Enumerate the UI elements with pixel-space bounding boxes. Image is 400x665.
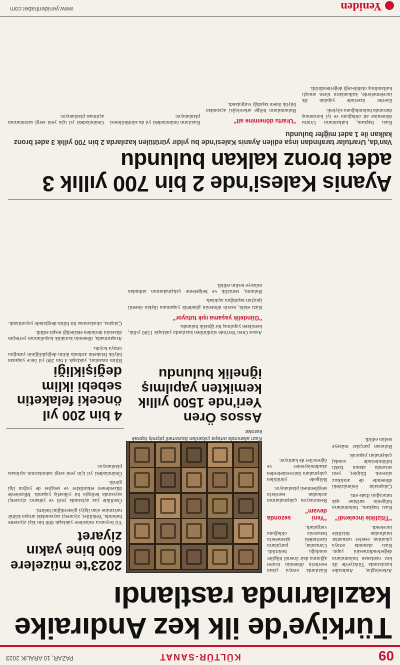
bottom-story-column-3 — [110, 21, 200, 125]
photo-caption: Kazı alanında ortaya çıkarılan bezemeli pişmiş toprak karolar. — [131, 428, 262, 441]
photo-tile — [233, 468, 259, 494]
photo-tile — [155, 442, 181, 468]
article-paragraph: Arkeologlar, Andıraike kazılarında Türkiye'de ilk kez rastlanan buluntuların değerlendirmesini yaptı. Kazı alanında ortaya çıkarılan eserler uzmanlar tarafından titizlikle incelendi. — [332, 523, 392, 573]
section-title: KÜLTÜR-SANAT — [159, 652, 241, 662]
side-story-3-headline: Assos Ören Yeri'nde 1500 yıllık kemikten yapılmış iğnelik bulundu — [138, 366, 262, 426]
logo-mark-icon — [385, 1, 394, 10]
article-paragraph: Assos Ören Yeri'nde sürdürülen kazılarda yaklaşık 1500 yıllık, kemikten yapılmış bir iğnelik bulundu. — [128, 322, 262, 335]
photo-tile — [181, 519, 207, 545]
photo-tile — [233, 493, 259, 519]
photo-tile — [207, 519, 233, 545]
photo-tile — [207, 468, 233, 494]
bottom-story-column-1 — [302, 21, 392, 125]
article-paragraph: Kazı başkanı, kalkanların Urartu dönemine ait olduğunu ve iyi korunmuş durumda bulunduğunu söyledi. — [302, 106, 392, 125]
bottom-story-column-2 — [206, 21, 296, 125]
logo-text: Yeniden — [340, 0, 382, 14]
photo-tile — [155, 468, 181, 494]
side-story-2-body — [8, 203, 122, 363]
article-subhead: "Yeni sezonda devam" — [267, 507, 327, 521]
divider — [8, 199, 392, 200]
article-paragraph: Kazıların önümüzdeki yıl da sürdürülmesi planlanıyor. — [110, 112, 200, 125]
photo-tile — [129, 493, 155, 519]
bottom-story-headline: Ayanis Kalesi'nde 2 bin 700 yıllık 3 adet bronz kalkan bulundu — [42, 148, 392, 196]
photo-tile — [207, 442, 233, 468]
excavation-photo — [126, 441, 262, 573]
article-paragraph: Kazı başkanı, buluntuların bölgenin tarihine ışık tutacağını ifade etti. — [332, 491, 392, 511]
photo-tile — [207, 493, 233, 519]
bottom-story-deck: Van'da, Urartular tarafından inşa edilen Ayanis Kalesi'nde bu yıldır yürütülen kazılarda 2 bin 700 yıllık 3 adet bronz kalkan ile 1 adet miğfer bulundu — [13, 130, 392, 145]
article-paragraph: Yıl boyunca müzelere yaklaşık 600 bin kişi ziyarette bulundu. Yetkililer, ziyaretçi sayısındaki artışın kültür turizmine olan ilgiyi gösterdiğini belirtti. — [8, 506, 122, 525]
divider — [6, 428, 124, 429]
photo-tile — [233, 544, 259, 570]
article-subhead: "Gündelik yaşama ışık tutuyor" — [172, 313, 262, 320]
side-story-3-body — [128, 203, 262, 335]
article-paragraph: Çalışma, uluslararası bir bilim dergisinde yayımlandı. — [8, 319, 122, 326]
article-paragraph: Kazılarda ortaya çıkan eserlerin dönemin ticaret ağlarına dair önemli bilgiler sunduğu belirtildi. Uzmanlar, parçaların üzerindeki işlemelerin benzersiz olduğunu vurguladı. — [267, 523, 327, 573]
article-paragraph: Kazı ekibi, eserin dönemin gündelik yaşamına ilişkin önemli ipuçları taşıdığını açıkladı. — [128, 297, 262, 310]
photo-tile — [181, 442, 207, 468]
issue-date: PAZAR, 10 ARALIK 2023 — [6, 654, 74, 660]
photo-tile — [181, 493, 207, 519]
article-paragraph: Önümüzdeki yıl için yeni sergi salonlarının açılması planlanıyor. — [8, 112, 104, 125]
article-subhead: "Titizlikle incelendi" — [335, 514, 392, 521]
side-story-1-headline: 2023'te müzelere 600 bine yakın ziyaret — [10, 529, 122, 574]
bottom-story-column-4 — [8, 21, 104, 125]
photo-tile — [181, 468, 207, 494]
article-paragraph: Restorasyon çalışmalarının ardından eserlerin sergilenmesi planlanıyor. — [267, 484, 327, 504]
side-story-1-body — [8, 433, 122, 525]
article-paragraph: Çalışmalar önümüzdeki dönemde de aralıksız sürecek. Ekipler, yeni sezonda alanın farklı bölümlerinde sondaj çalışmaları yapacak. — [332, 451, 392, 489]
page-number: 09 — [378, 648, 394, 664]
page-footer — [0, 0, 400, 17]
photo-tile — [155, 493, 181, 519]
article-paragraph: Bulunan parçalar müzeye teslim edildi. — [332, 436, 392, 449]
article-paragraph: Bilim insanları, yaklaşık 4 bin 200 yıl önce yaşanan büyük felaketin ardında iklim değişikliğinin yattığını ortaya koydu. — [8, 344, 122, 363]
main-story-column-2 — [267, 273, 327, 573]
article-paragraph: Özellikle yaz aylarında yerli ve yabancı ziyaretçi sayısında belirgin bir yükseliş yaşandı. Müzelerde düzenlenen etkinlikler ve sergiler de yoğun ilgi gördü. — [8, 478, 122, 504]
article-paragraph: Önümüzdeki yıl için yeni sergi salonlarının açılması planlanıyor. — [8, 463, 122, 476]
page-header — [0, 645, 400, 665]
main-headline: Türkiye'de ilk kez Andıraike kazılarında rastlandı — [14, 580, 392, 644]
photo-tile — [155, 519, 181, 545]
article-paragraph: Buluntu, temizlik ve belgeleme çalışmalarının ardından müzeye teslim edildi. — [128, 281, 262, 295]
photo-tile — [181, 544, 207, 570]
side-story-2-headline: 4 bin 200 yıl önceki felaketin sebebi iklim değişikliği — [16, 364, 122, 424]
photo-tile — [207, 544, 233, 570]
article-subhead: "Urartu dönemine ait" — [233, 117, 296, 123]
footer-text: www.yenidenhaber.com — [10, 5, 74, 11]
article-paragraph: Araştırmada, dönemin kuraklık koşullarının yerleşim düzenini derinden etkilediği tespit edildi. — [8, 329, 122, 342]
main-story-column-1 — [332, 273, 392, 573]
photo-tile — [129, 544, 155, 570]
photo-tile — [129, 519, 155, 545]
article-paragraph: Buluntuların bölge arkeolojisi açısından büyük önem taşıdığı vurgulandı. — [206, 100, 296, 113]
photo-tile — [233, 442, 259, 468]
photo-tile — [155, 544, 181, 570]
newspaper-logo — [341, 0, 394, 14]
photo-tile — [129, 442, 155, 468]
photo-tile — [129, 468, 155, 494]
article-paragraph: Eserler üzerinde yapılan ilk incelemelerde, kalkanların tören amaçlı kullanılmış olabileceği değerlendirildi. — [302, 84, 392, 104]
photo-tile — [233, 519, 259, 545]
article-paragraph: Bölgede yürütülen çalışmalara üniversitelerden akademisyenler ve öğrenciler de katılıyor. — [267, 457, 327, 482]
